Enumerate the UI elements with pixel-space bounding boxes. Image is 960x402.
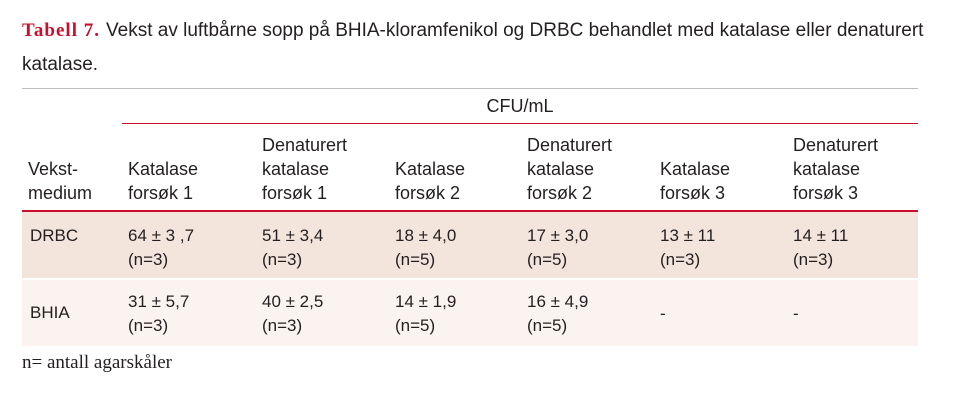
cell-n: (n=5) — [395, 316, 436, 335]
top-rule — [22, 88, 918, 89]
header-line: forsøk 1 — [128, 183, 194, 203]
header-line: Denaturert — [527, 135, 613, 155]
header-line: forsøk 3 — [660, 183, 726, 203]
cell-n: (n=3) — [262, 316, 303, 335]
caption-text: Vekst av luftbårne sopp på BHIA-kloramfenikol og DRBC behandlet med katalase eller denaturert katalase. — [22, 20, 924, 75]
header-line: Denaturert — [262, 135, 348, 155]
table-cell — [660, 302, 666, 326]
header-col-3 — [395, 157, 465, 205]
table-cell — [527, 290, 588, 338]
group-header-cfu: CFU/mL — [486, 96, 554, 116]
table-footnote: n= antall agarskåler — [22, 352, 172, 373]
cell-n: (n=5) — [527, 316, 568, 335]
cell-n: (n=3) — [793, 250, 834, 269]
header-line: Katalase — [660, 159, 731, 179]
table-cell — [793, 302, 799, 326]
row-label-bhia: BHIA — [30, 303, 70, 322]
table-cell — [527, 224, 588, 272]
cell-value: 17 ± 3,0 — [527, 226, 589, 245]
header-line: medium — [28, 183, 93, 203]
table-cell — [262, 224, 323, 272]
header-col-6 — [793, 133, 878, 205]
header-line: katalase — [262, 159, 330, 179]
header-vekstmedium — [28, 157, 92, 205]
cell-value: 40 ± 2,5 — [262, 292, 324, 311]
cell-n: (n=5) — [527, 250, 568, 269]
table-cell — [395, 224, 456, 272]
cell-value: - — [793, 304, 799, 323]
header-line: katalase — [527, 159, 595, 179]
table-cell — [128, 224, 194, 272]
table-cell — [793, 224, 848, 272]
header-col-1 — [128, 157, 198, 205]
cell-value: 31 ± 5,7 — [128, 292, 190, 311]
cell-value: 13 ± 11 — [660, 226, 716, 245]
header-line: Vekst- — [28, 159, 79, 179]
header-col-5 — [660, 157, 730, 205]
cell-value: - — [660, 304, 666, 323]
cell-n: (n=3) — [660, 250, 701, 269]
header-col-4 — [527, 133, 612, 205]
table-cell — [262, 290, 323, 338]
row-label-drbc: DRBC — [30, 226, 79, 245]
cell-value: 14 ± 1,9 — [395, 292, 457, 311]
cell-n: (n=5) — [395, 250, 436, 269]
cell-value: 16 ± 4,9 — [527, 292, 589, 311]
header-line: forsøk 3 — [793, 183, 859, 203]
table-cell — [128, 290, 189, 338]
header-line: forsøk 1 — [262, 183, 328, 203]
table-caption — [22, 14, 942, 82]
table-cell — [395, 290, 456, 338]
group-header-rule — [122, 123, 918, 124]
cell-n: (n=3) — [128, 250, 169, 269]
table-cell — [660, 224, 715, 272]
header-line: katalase — [793, 159, 861, 179]
caption-label: Tabell 7. — [22, 20, 100, 41]
cell-value: 14 ± 11 — [793, 226, 849, 245]
header-line: forsøk 2 — [395, 183, 461, 203]
header-line: Katalase — [395, 159, 466, 179]
header-line: Denaturert — [793, 135, 879, 155]
header-line: Katalase — [128, 159, 199, 179]
header-col-2 — [262, 133, 347, 205]
cell-n: (n=3) — [128, 316, 169, 335]
cell-value: 64 ± 3 ,7 — [128, 226, 195, 245]
cell-value: 51 ± 3,4 — [262, 226, 324, 245]
header-line: forsøk 2 — [527, 183, 593, 203]
cell-n: (n=3) — [262, 250, 303, 269]
cell-value: 18 ± 4,0 — [395, 226, 457, 245]
